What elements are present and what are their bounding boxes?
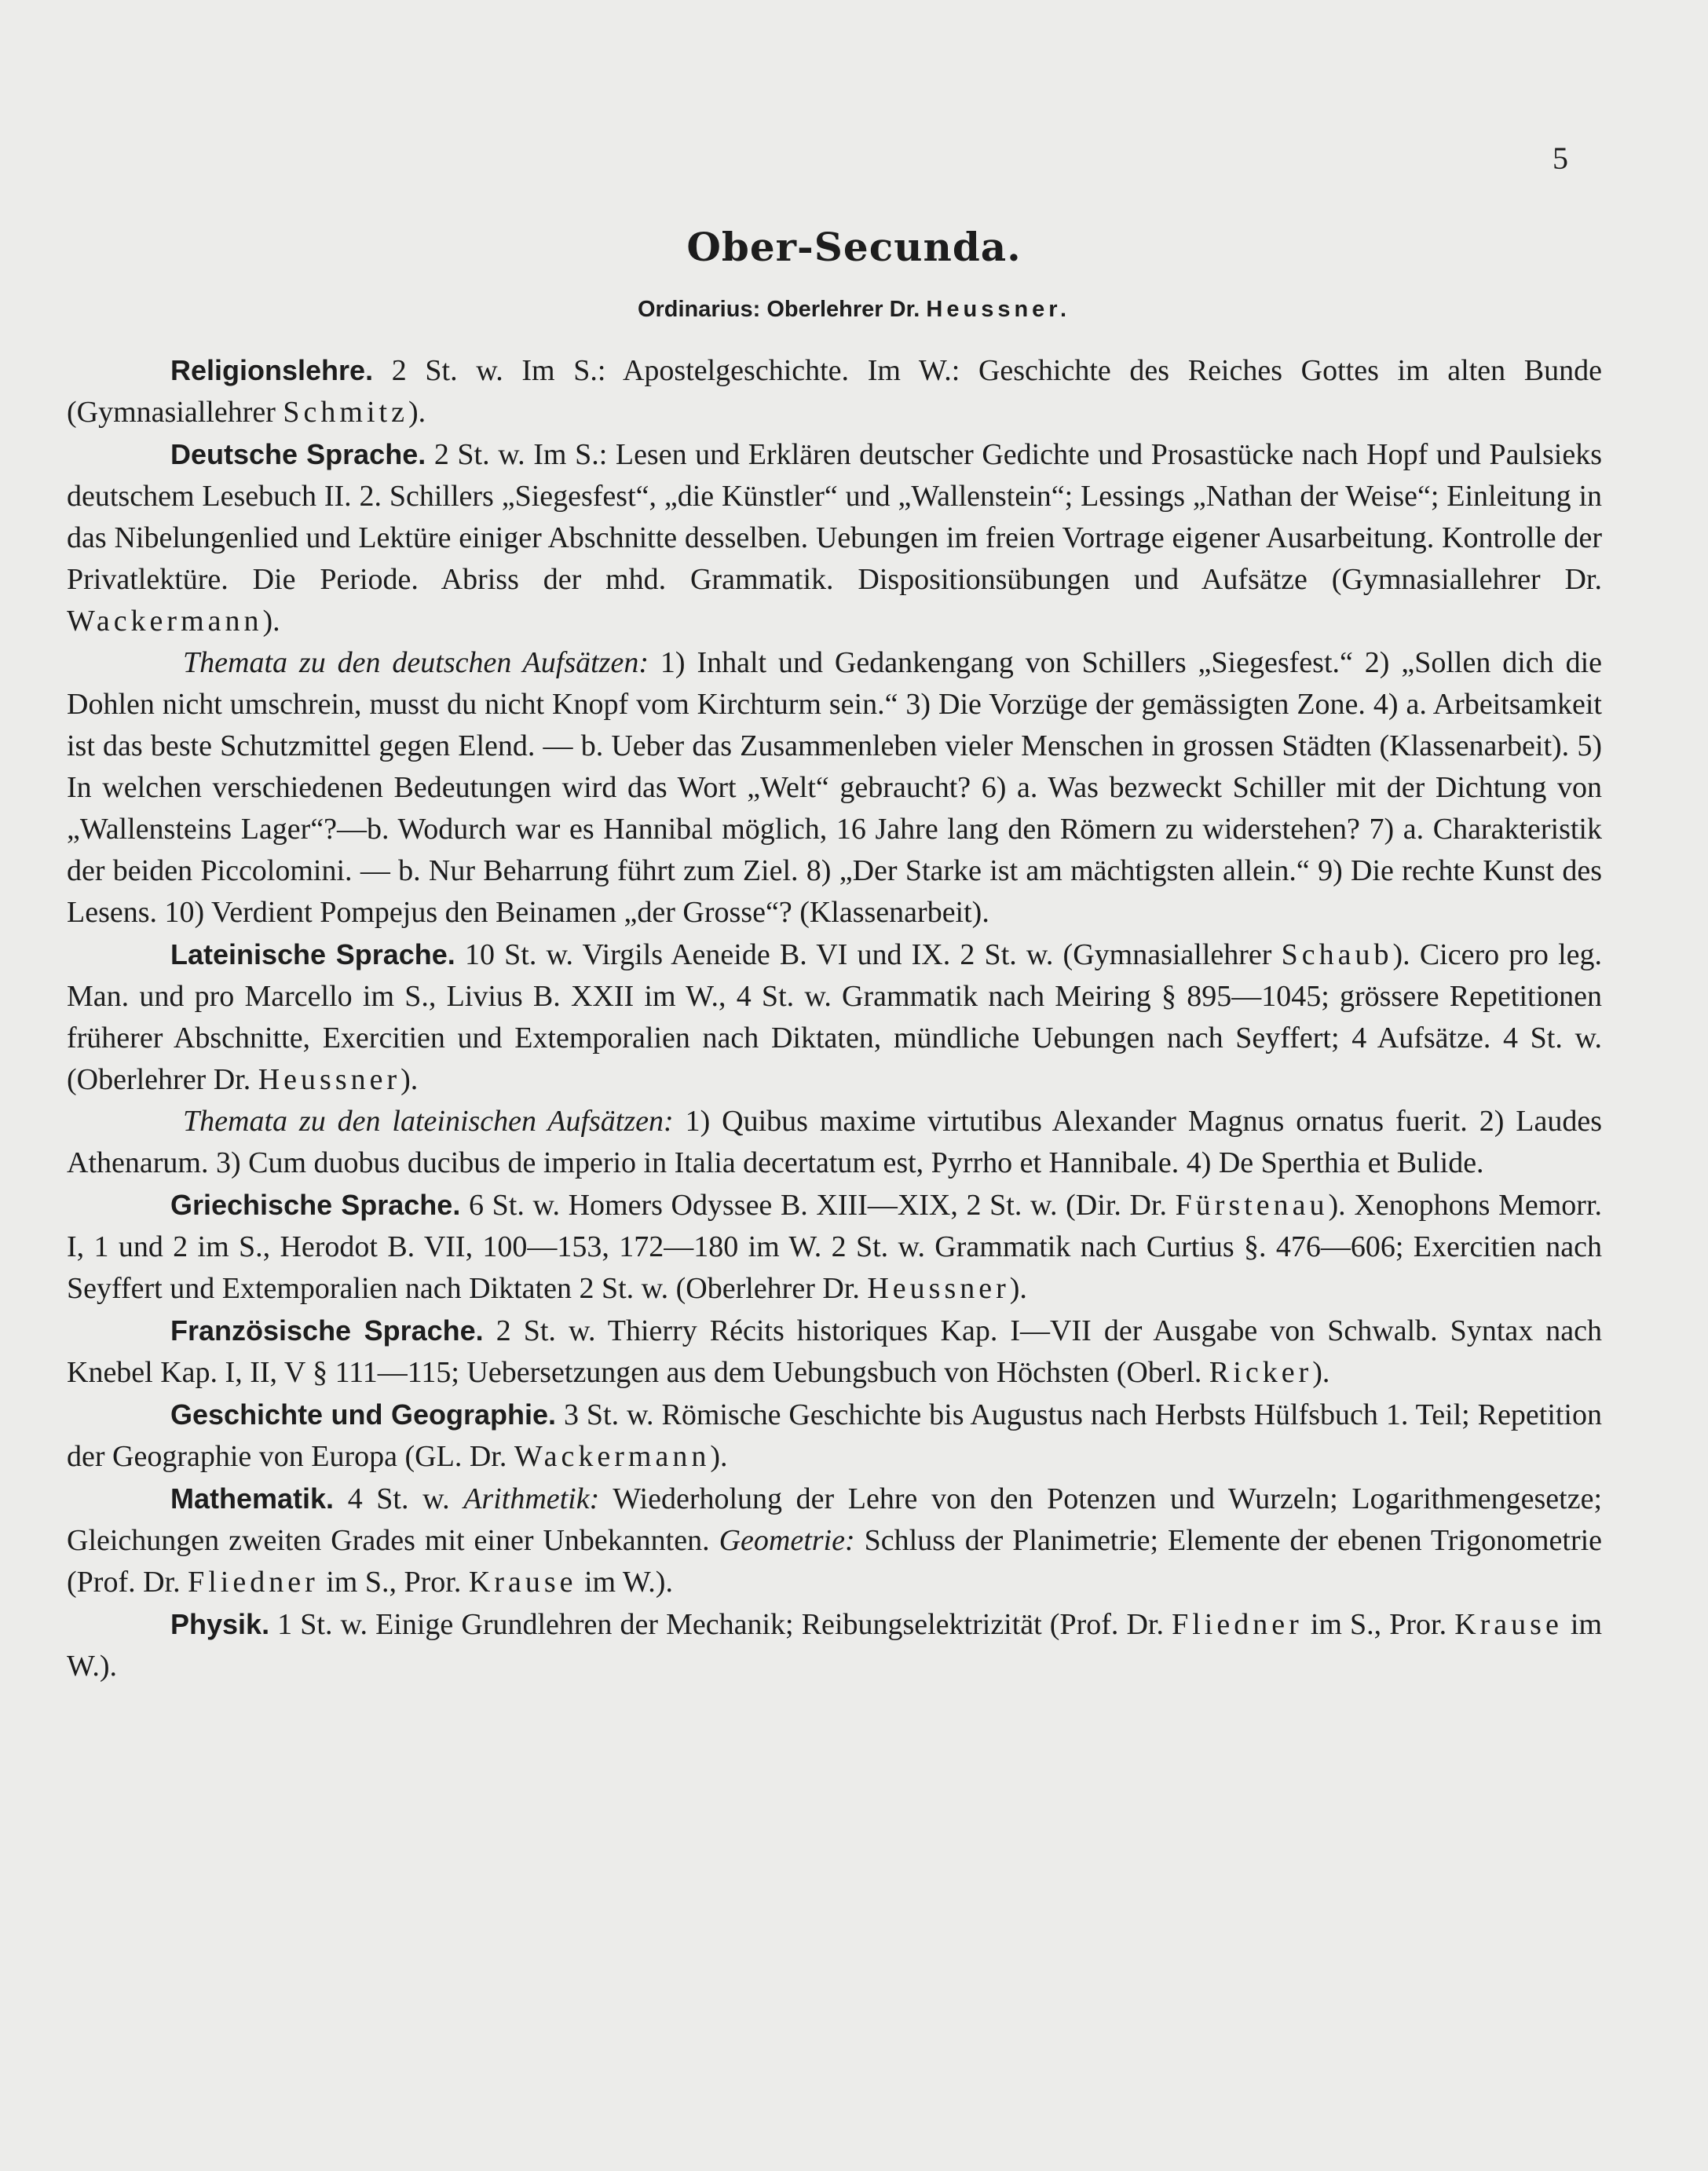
ordinarius-teacher-name: Heussner. xyxy=(926,297,1071,322)
heading-franzoesisch: Französische Sprache. xyxy=(170,1314,484,1347)
heading-mathematik: Mathematik. xyxy=(170,1482,335,1515)
text-geschichte: 3 St. w. Römische Geschichte bis Augustus nach Herbsts Hülfsbuch 1. Teil; Repetition der Geographie von Europa (GL. Dr. xyxy=(67,1398,1602,1473)
heading-deutsch: Deutsche Sprache. xyxy=(170,438,426,470)
paragraph-physik xyxy=(67,1603,1602,1687)
teacher-physik-2: Krause xyxy=(1454,1608,1563,1641)
heading-geschichte: Geschichte und Geographie. xyxy=(170,1398,556,1431)
heading-griechisch: Griechische Sprache. xyxy=(170,1189,461,1221)
page-title: Ober-Secunda. xyxy=(686,224,1022,270)
label-latein-themata: Themata zu den lateinischen Aufsätzen: xyxy=(183,1105,674,1138)
teacher-latein-1: Schaub xyxy=(1281,938,1393,971)
teacher-physik-1: Fliedner xyxy=(1172,1608,1303,1641)
paragraph-latein xyxy=(67,934,1602,1101)
mid-physik: im S., Pror. xyxy=(1310,1608,1447,1641)
text-arithmetik: Wiederholung der Lehre von den Potenzen und Wurzeln; Logarithmengesetze; Gleichungen zweiten Grades mit einer Unbekannten. xyxy=(67,1482,1603,1557)
teacher-deutsch: Wackermann xyxy=(67,605,263,638)
text-franzoesisch: 2 St. w. Thierry Récits historiques Kap. I—VII der Ausgabe von Schwalb. Syntax nach Knebel Kap. I, II, V § 111—115; Uebersetzungen aus dem Uebungsbuch von Höchsten (Oberl. xyxy=(67,1314,1603,1389)
end-latein: ). xyxy=(400,1063,419,1096)
hours-mathematik: 4 St. w. xyxy=(347,1482,450,1515)
end-religion: ). xyxy=(408,396,426,429)
end-griechisch: ). xyxy=(1009,1272,1027,1305)
teacher-franzoesisch: Ricker xyxy=(1209,1356,1313,1389)
text-griechisch-2: ). Xenophons Memorr. I, 1 und 2 im S., Herodot B. VII, 100—153, 172—180 im W. 2 St. w. Grammatik nach Curtius §. 476—606; Exercitien nach Seyffert und Extemporalien nach Diktaten 2 St. w. (Oberlehrer Dr. xyxy=(67,1189,1602,1305)
teacher-mathematik-2: Krause xyxy=(468,1566,577,1599)
text-latein-1: 10 St. w. Virgils Aeneide B. VI und IX. 2 St. w. (Gymnasiallehrer xyxy=(464,938,1272,971)
teacher-griechisch-1: Fürstenau xyxy=(1175,1189,1329,1222)
text-geometrie: Schluss der Planimetrie; Elemente der ebenen Trigonometrie (Prof. Dr. xyxy=(67,1524,1603,1599)
label-geometrie: Geometrie: xyxy=(719,1524,855,1557)
text-physik: 1 St. w. Einige Grundlehren der Mechanik; Reibungselektrizität (Prof. Dr. xyxy=(277,1608,1164,1641)
paragraph-deutsch xyxy=(67,433,1602,642)
teacher-griechisch-2: Heussner xyxy=(867,1272,1010,1305)
ordinarius-teacher-prefix: Oberlehrer Dr. xyxy=(766,297,920,322)
teacher-geschichte: Wackermann xyxy=(514,1440,711,1473)
text-griechisch-1: 6 St. w. Homers Odyssee B. XIII—XIX, 2 St. w. (Dir. Dr. xyxy=(468,1189,1167,1222)
text-deutsch: 2 St. w. Im S.: Lesen und Erklären deutscher Gedichte und Prosastücke nach Hopf und Paulsieks deutschem Lesebuch II. 2. Schillers „Siegesfest“, „die Künstler“ und „Wallenstein“; Lessings „Nathan der Weise“; Einleitung in das Nibelungenlied und Lektüre einiger Abschnitte desselben. Uebungen im freien Vortrage eigener Ausarbeitung. Kontrolle der Privatlektüre. Die Periode. Abriss der mhd. Grammatik. Dispositionsübungen und Aufsätze (Gymnasiallehrer Dr. xyxy=(67,438,1602,596)
teacher-mathematik-1: Fliedner xyxy=(188,1566,319,1599)
end-franzoesisch: ). xyxy=(1312,1356,1330,1389)
text-deutsch-themata: 1) Inhalt und Gedankengang von Schillers „Siegesfest.“ 2) „Sollen dich die Dohlen nicht umschrein, musst du nicht Knopf vom Kirchturm sein.“ 3) Die Vorzüge der gemässigten Zone. 4) a. Arbeitsamkeit ist das beste Schutzmittel gegen Elend. — b. Ueber das Zusammenleben vieler Menschen in grossen Städten (Klassenarbeit). 5) In welchen verschiedenen Bedeutungen wird das Wort „Welt“ gebraucht? 6) a. Was bezweckt Schiller mit der Dichtung von „Wallensteins Lager“?—b. Wodurch war es Hannibal möglich, 16 Jahre lang den Römern zu widerstehen? 7) a. Charakteristik der beiden Piccolomini. — b. Nur Beharrung führt zum Ziel. 8) „Der Starke ist am mächtigsten allein.“ 9) Die rechte Kunst des Lesens. 10) Verdient Pompejus den Beinamen „der Grosse“? (Klassenarbeit). xyxy=(67,646,1602,929)
heading-religion: Religionslehre. xyxy=(170,354,374,386)
paragraph-latein-themata xyxy=(67,1101,1602,1184)
ordinarius-label: Ordinarius: xyxy=(637,297,761,322)
paragraph-mathematik xyxy=(67,1478,1602,1603)
ordinarius-line xyxy=(0,297,1708,323)
end-physik: im W.). xyxy=(67,1608,1603,1683)
document-body xyxy=(67,349,1602,1687)
text-latein-themata: 1) Quibus maxime virtutibus Alexander Magnus ornatus fuerit. 2) Laudes Athenarum. 3) Cum duobus ducibus de imperio in Italia decertatum est, Pyrrho et Hannibale. 4) De Sperthia et Bulide. xyxy=(67,1105,1602,1179)
paragraph-griechisch xyxy=(67,1184,1602,1310)
label-deutsch-themata: Themata zu den deutschen Aufsätzen: xyxy=(183,646,649,679)
end-deutsch: ). xyxy=(262,605,280,638)
text-religion: 2 St. w. Im S.: Apostelgeschichte. Im W.: Geschichte des Reiches Gottes im alten Bunde (Gymnasiallehrer xyxy=(67,354,1603,429)
label-arithmetik: Arithmetik: xyxy=(463,1482,600,1515)
paragraph-religion xyxy=(67,349,1602,433)
heading-physik: Physik. xyxy=(170,1608,270,1640)
page-number: 5 xyxy=(1553,141,1568,176)
paragraph-geschichte xyxy=(67,1394,1602,1478)
end-geschichte: ). xyxy=(710,1440,728,1473)
heading-latein: Lateinische Sprache. xyxy=(170,938,455,970)
text-latein-2: ). Cicero pro leg. Man. und pro Marcello im S., Livius B. XXII im W., 4 St. w. Grammatik nach Meiring § 895—1045; grössere Repetitionen früherer Abschnitte, Exercitien und Extemporalien nach Diktaten, mündliche Uebungen nach Seyffert; 4 Aufsätze. 4 St. w. (Oberlehrer Dr. xyxy=(67,938,1603,1096)
teacher-religion: Schmitz xyxy=(283,396,408,429)
paragraph-deutsch-themata xyxy=(67,642,1602,934)
mid-mathematik: im S., Pror. xyxy=(326,1566,462,1599)
teacher-latein-2: Heussner xyxy=(258,1063,401,1096)
paragraph-franzoesisch xyxy=(67,1310,1602,1394)
end-mathematik: im W.). xyxy=(583,1566,673,1599)
